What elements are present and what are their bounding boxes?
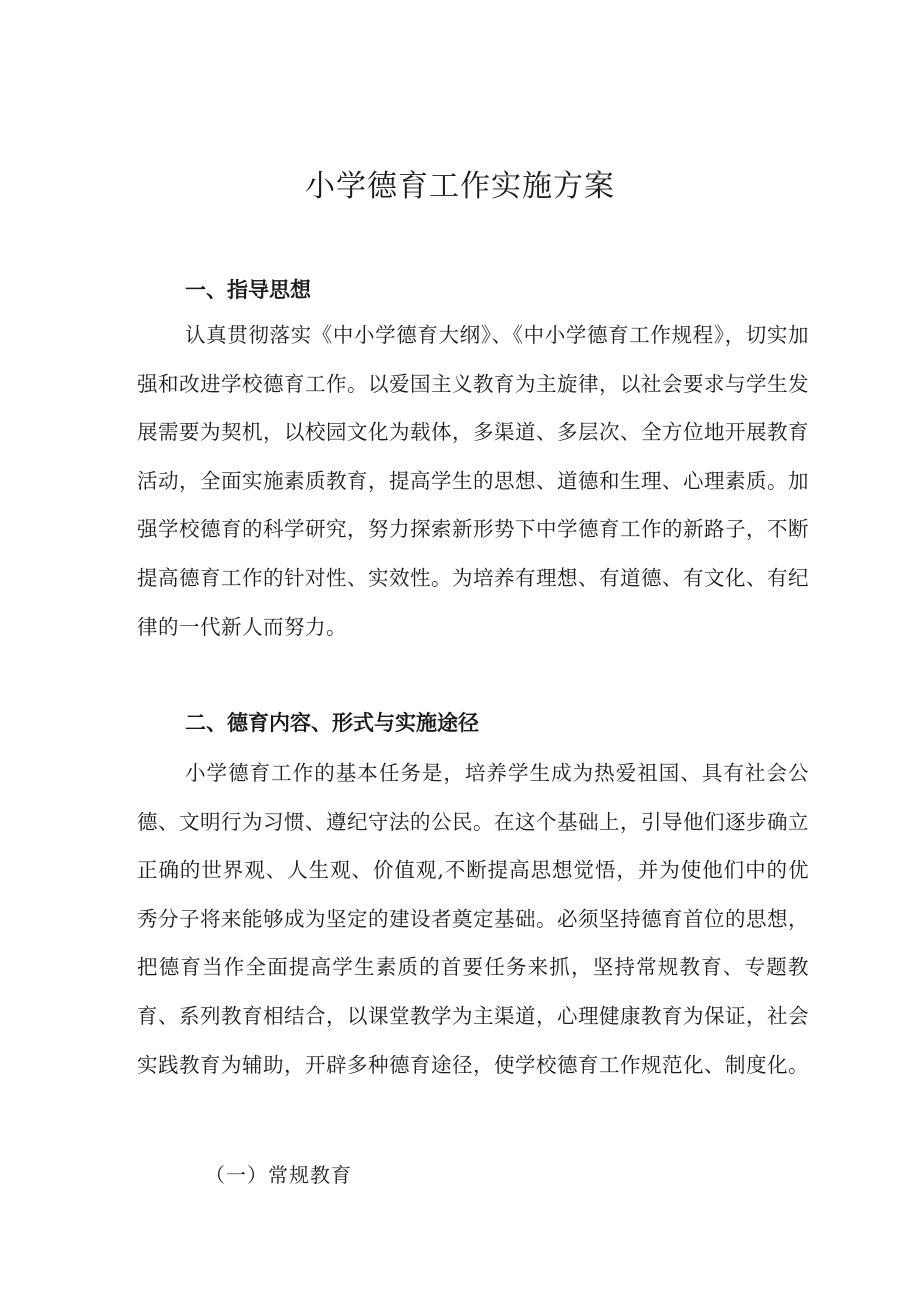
section-paragraph-content-forms: 小学德育工作的基本任务是，培养学生成为热爱祖国、具有社会公德、文明行为习惯、遵纪守法的公民。在这个基础上，引导他们逐步确立正确的世界观、人生观、价值观,不断提高思想觉悟，并为使他们中的优秀分子将来能够成为坚定的建设者奠定基础。必须坚持德育首位的思想，把德育当作全面提高学生素质的首要任务来抓，坚持常规教育、专题教育、系列教育相结合，以课堂教学为主渠道，心理健康教育为保证，社会实践教育为辅助，开辟多种德育途径，使学校德育工作规范化、制度化。	[137, 761, 809, 1077]
section-heading-content-forms: 二、德育内容、形式与实施途径	[185, 711, 479, 735]
subheading-routine-education: （一）常规教育	[205, 1163, 352, 1187]
document-title: 小学德育工作实施方案	[305, 169, 615, 204]
section-paragraph-guiding-ideology: 认真贯彻落实《中小学德育大纲》、《中小学德育工作规程》，切实加强和改进学校德育工作。以爱国主义教育为主旋律，以社会要求与学生发展需要为契机，以校园文化为载体，多渠道、多层次、全方位地开展教育活动，全面实施素质教育，提高学生的思想、道德和生理、心理素质。加强学校德育的科学研究，努力探索新形势下中学德育工作的新路子，不断提高德育工作的针对性、实效性。为培养有理想、有道德、有文化、有纪律的一代新人而努力。	[137, 323, 809, 639]
section-heading-guiding-ideology: 一、指导思想	[185, 278, 311, 302]
